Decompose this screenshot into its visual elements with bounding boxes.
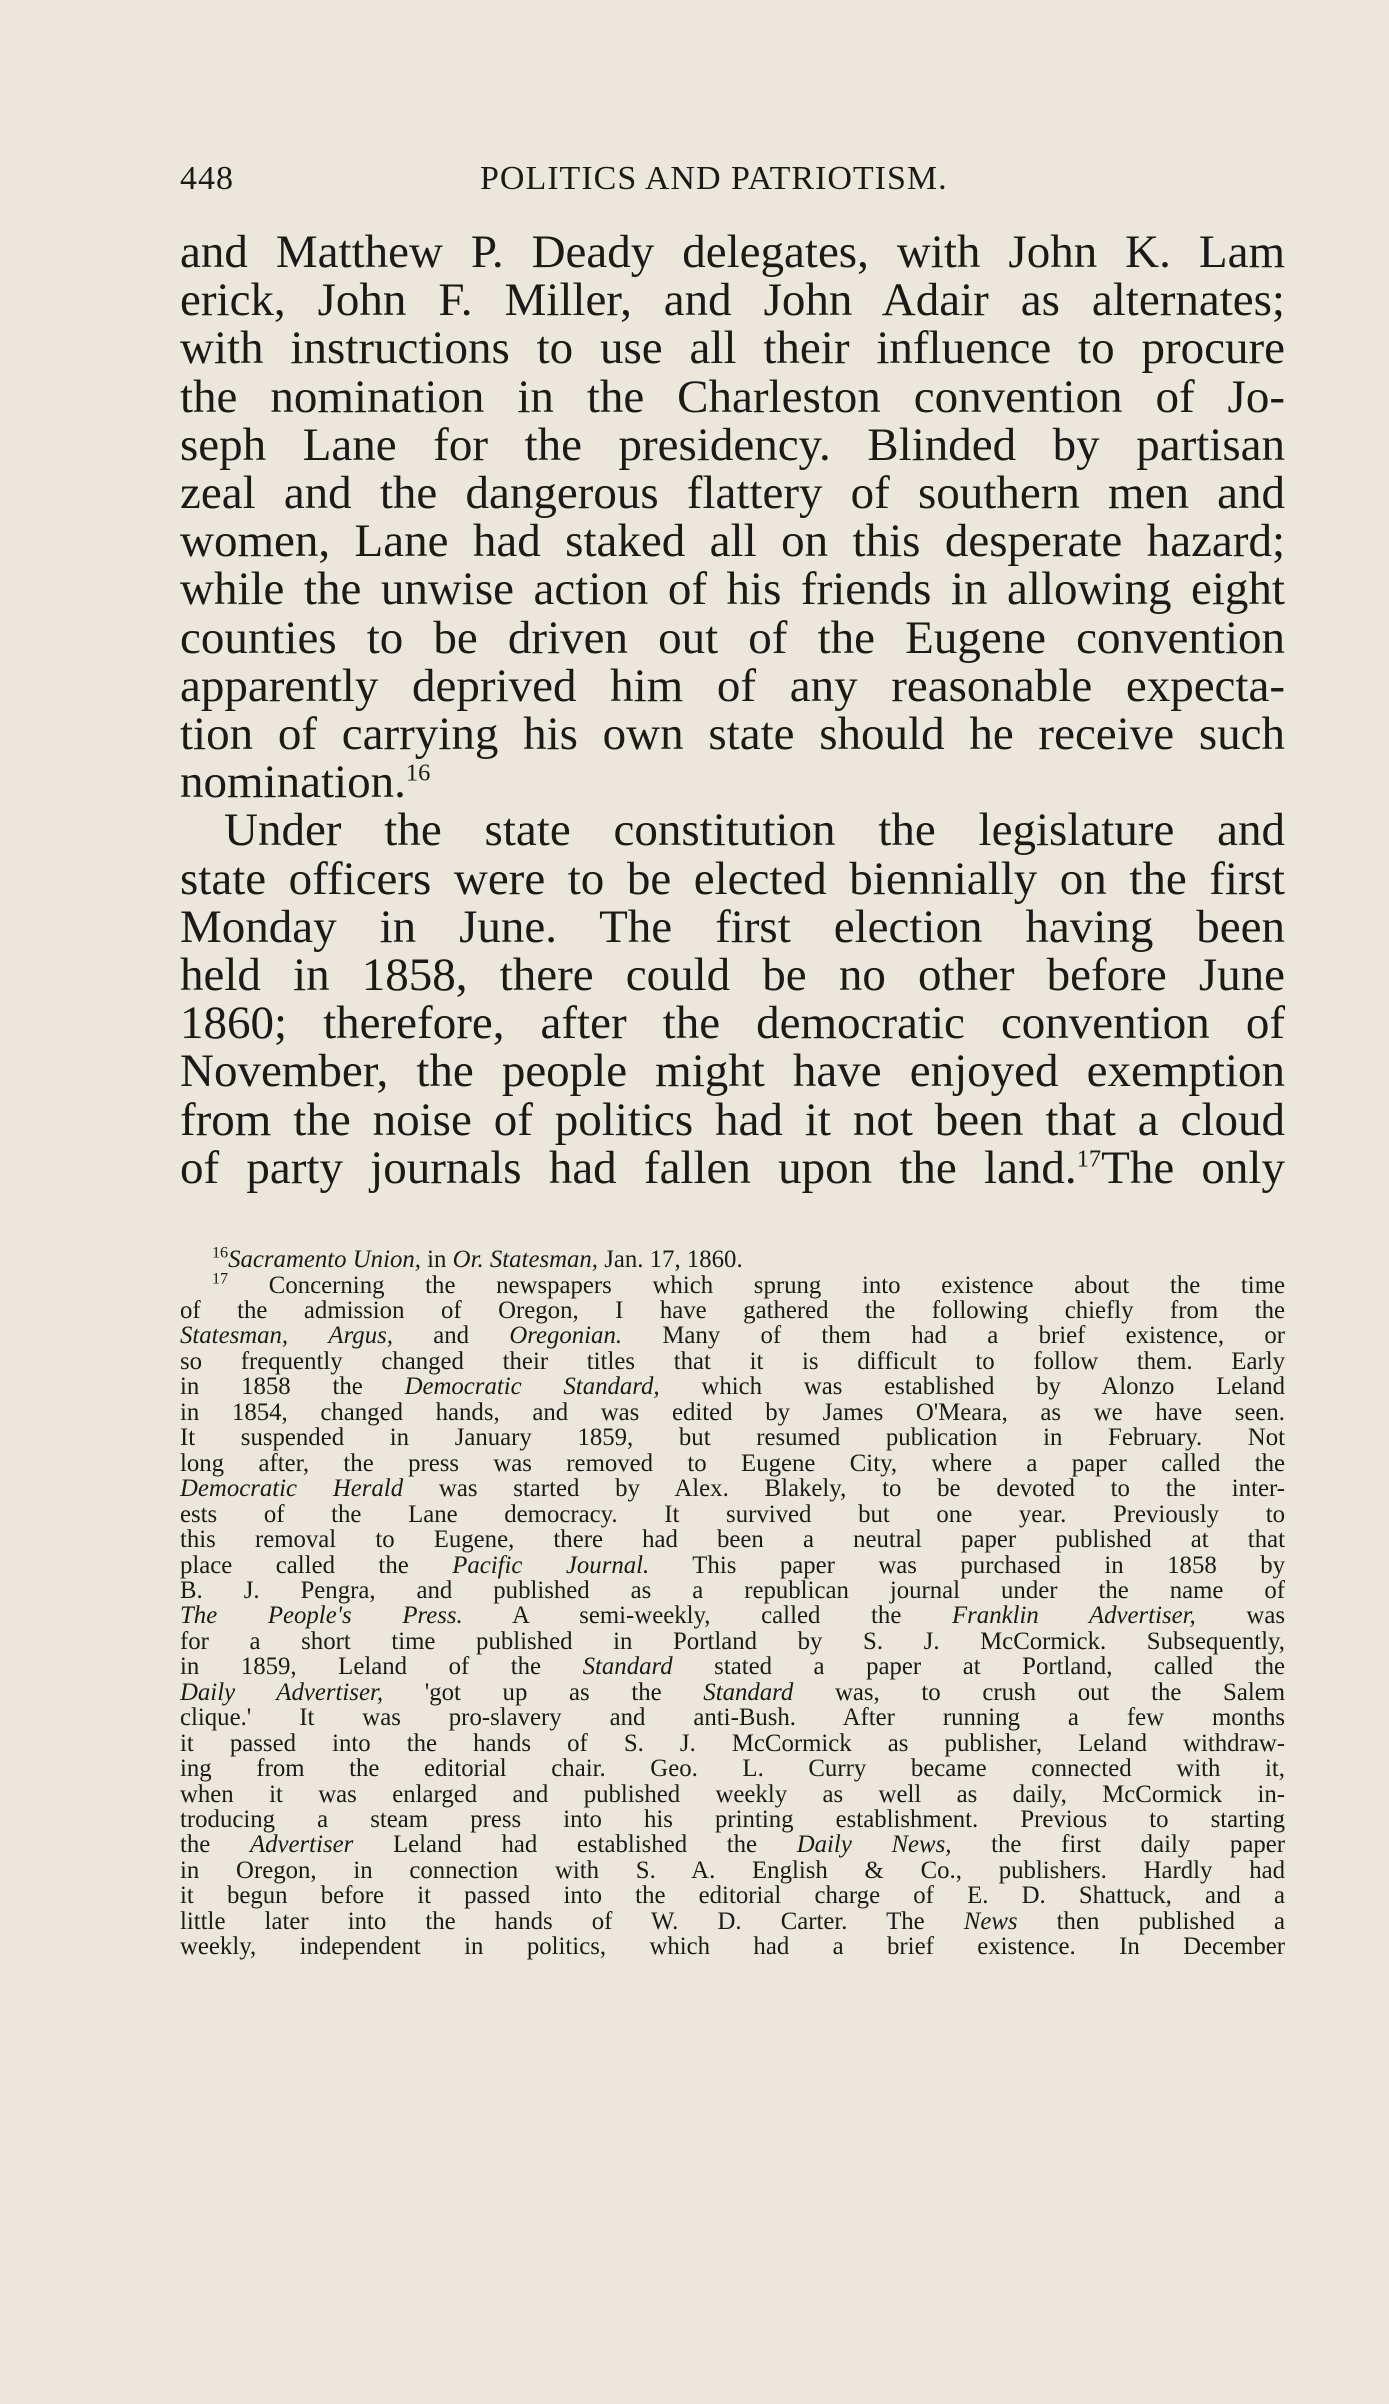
footnote-text: the first daily paper: [991, 1831, 1285, 1859]
footnote-text: and: [433, 1322, 470, 1350]
footnote-text: 'got up as the: [424, 1678, 662, 1706]
footnote-text: this removal to Eugene, there had been a neutral paper published at that: [180, 1526, 1285, 1554]
body-line: Monday in June. The first election having been: [180, 900, 1285, 953]
footnote-line: [180, 1782, 1285, 1807]
body-line: while the unwise action of his friends in allowing eight: [180, 563, 1285, 616]
footnote-text: weekly, independent in politics, which had a brief existence. In December: [180, 1933, 1285, 1961]
body-line: the nomination in the Charleston convention of Jo-: [180, 370, 1285, 423]
footnote-line: [180, 1603, 1285, 1628]
footnote-line: [180, 1527, 1285, 1552]
footnote-line: [180, 1832, 1285, 1857]
body-text-run: The only: [1101, 1141, 1285, 1194]
body-line: [180, 756, 1285, 809]
footnote-text: place called the: [180, 1551, 409, 1579]
footnote-line: [180, 1349, 1285, 1374]
footnote-text: was: [1246, 1602, 1285, 1630]
body-line: apparently deprived him of any reasonable expecta-: [180, 659, 1285, 712]
running-title: POLITICS AND PATRIOTISM.: [480, 160, 948, 197]
footnote-citation: Statesman,: [180, 1322, 289, 1350]
footnote-text: ing from the editorial chair. Geo. L. Curry became connected with it,: [180, 1755, 1285, 1783]
footnote-text: ests of the Lane democracy. It survived but one year. Previously to: [180, 1500, 1285, 1528]
book-page: [180, 160, 1285, 1960]
footnote-text: little later into the hands of W. D. Carter. The: [180, 1907, 925, 1935]
footnote-marker: 17: [212, 1270, 229, 1288]
footnote-text: when it was enlarged and published weekly as well as daily, McCormick in-: [180, 1780, 1285, 1808]
footnote-line: [180, 1502, 1285, 1527]
body-line: women, Lane had staked all on this desperate hazard;: [180, 515, 1285, 568]
footnote-line: [180, 1731, 1285, 1756]
footnote-line: [180, 1883, 1285, 1908]
footnote-line: [180, 1705, 1285, 1730]
body-line: held in 1858, there could be no other before June: [180, 949, 1285, 1002]
footnote-text: stated a paper at Portland, called the: [714, 1653, 1285, 1681]
body-line: seph Lane for the presidency. Blinded by partisan: [180, 418, 1285, 471]
footnote-line: [180, 1934, 1285, 1959]
footnote-text: then published a: [1056, 1907, 1285, 1935]
footnote-text: was, to crush out the Salem: [834, 1678, 1286, 1706]
footnote-line: [180, 1298, 1285, 1323]
body-line: Under the state constitution the legislature and: [224, 804, 1285, 857]
footnote-text: Jan. 17, 1860.: [604, 1246, 743, 1274]
footnote-citation: Daily Advertiser,: [180, 1678, 384, 1706]
footnote-line: [180, 1425, 1285, 1450]
footnote-text: clique.' It was pro-slavery and anti-Bush. After running a few months: [180, 1704, 1285, 1732]
page-number: 448: [180, 160, 234, 197]
body-line: and Matthew P. Deady delegates, with John K. Lam: [180, 226, 1285, 278]
footnote-citation: Or. Statesman,: [452, 1246, 598, 1274]
footnote-line: [180, 1374, 1285, 1399]
body-line: state officers were to be elected biennially on the first: [180, 852, 1285, 905]
body-line: erick, John F. Miller, and John Adair as alternates;: [180, 274, 1285, 327]
footnote-ref-16[interactable]: 16: [405, 759, 431, 787]
footnote-text: long after, the press was removed to Eugene City, where a paper called the: [180, 1449, 1285, 1477]
footnote-citation: The People's Press.: [180, 1602, 463, 1630]
footnote-citation: Argus,: [328, 1322, 393, 1350]
footnote-line: [180, 1680, 1285, 1705]
footnote-text: A semi-weekly, called the: [512, 1602, 902, 1630]
footnote-text: it passed into the hands of S. J. McCormick as publisher, Leland withdraw-: [180, 1729, 1285, 1757]
footnote-line: [180, 1629, 1285, 1654]
running-header: [180, 160, 1285, 212]
footnote-marker: 16: [212, 1244, 229, 1262]
body-text-run: of party journals had fallen upon the land.: [180, 1141, 1077, 1194]
body-text: [180, 228, 1285, 1192]
footnote-text: troducing a steam press into his printing establishment. Previous to starting: [180, 1806, 1285, 1834]
body-line: from the noise of politics had it not been that a cloud: [180, 1093, 1285, 1146]
footnote-line: [180, 1858, 1285, 1883]
footnote-text: was started by Alex. Blakely, to be devoted to the inter-: [438, 1475, 1285, 1503]
footnote-text: it begun before it passed into the editorial charge of E. D. Shattuck, and a: [180, 1882, 1285, 1910]
footnote-text: in 1859, Leland of the: [180, 1653, 542, 1681]
footnote-text: in 1858 the: [180, 1373, 363, 1401]
footnote-text: which was established by Alonzo Leland: [701, 1373, 1285, 1401]
footnote-text: the: [180, 1831, 211, 1859]
footnote-text: so frequently changed their titles that it is difficult to follow them. Early: [180, 1347, 1285, 1375]
body-line: 1860; therefore, after the democratic convention of: [180, 997, 1285, 1050]
body-text-run: nomination.: [180, 756, 406, 809]
footnote-citation: Pacific Journal.: [452, 1551, 650, 1579]
footnote-16: [180, 1244, 1285, 1274]
footnote-citation: Sacramento Union,: [228, 1246, 421, 1274]
footnote-text: of the admission of Oregon, I have gathered the following chiefly from the: [180, 1296, 1285, 1324]
footnote-citation: Standard: [582, 1653, 673, 1681]
footnote-line: [180, 1807, 1285, 1832]
footnote-line: [180, 1476, 1285, 1501]
footnotes: [180, 1244, 1286, 1961]
footnote-text: This paper was purchased in 1858 by: [692, 1551, 1285, 1579]
footnote-ref-17[interactable]: 17: [1076, 1145, 1102, 1173]
footnote-line: [180, 1578, 1285, 1603]
footnote-text: for a short time published in Portland by S. J. McCormick. Subsequently,: [180, 1627, 1285, 1655]
footnote-text: in: [427, 1246, 447, 1274]
footnote-text: in Oregon, in connection with S. A. English & Co., publishers. Hardly had: [180, 1856, 1285, 1884]
footnote-17: [180, 1270, 1285, 1299]
footnote-citation: Franklin Advertiser,: [952, 1602, 1196, 1630]
body-line: zeal and the dangerous flattery of southern men and: [180, 467, 1285, 520]
footnote-text: It suspended in January 1859, but resumed publication in February. Not: [180, 1424, 1285, 1452]
footnote-text: Many of them had a brief existence, or: [662, 1322, 1286, 1350]
footnote-citation: Democratic Standard,: [404, 1373, 660, 1401]
footnote-line: [180, 1323, 1285, 1348]
footnote-line: [180, 1553, 1285, 1578]
footnote-citation: Daily News,: [796, 1831, 952, 1859]
footnote-text: B. J. Pengra, and published as a republican journal under the name of: [180, 1576, 1285, 1604]
footnote-citation: News: [963, 1907, 1018, 1935]
footnote-line: [180, 1909, 1285, 1934]
footnote-citation: Standard: [703, 1678, 794, 1706]
body-line: with instructions to use all their influence to procure: [180, 322, 1285, 375]
footnote-line: [180, 1756, 1285, 1781]
body-line: November, the people might have enjoyed exemption: [180, 1045, 1285, 1098]
footnote-citation: Democratic Herald: [180, 1475, 404, 1503]
footnote-line: [180, 1451, 1285, 1476]
footnote-text: Concerning the newspapers which sprung into existence about the time: [268, 1271, 1285, 1299]
body-line: tion of carrying his own state should he receive such: [180, 708, 1285, 761]
body-line: [180, 1141, 1285, 1194]
footnote-citation: Oregonian.: [509, 1322, 623, 1350]
footnote-citation: Advertiser: [249, 1831, 354, 1859]
body-line: counties to be driven out of the Eugene convention: [180, 611, 1285, 664]
footnote-line: [180, 1400, 1285, 1425]
footnote-text: in 1854, changed hands, and was edited by James O'Meara, as we have seen.: [180, 1398, 1285, 1426]
footnote-text: Leland had established the: [392, 1831, 758, 1859]
footnote-line: [180, 1654, 1285, 1679]
